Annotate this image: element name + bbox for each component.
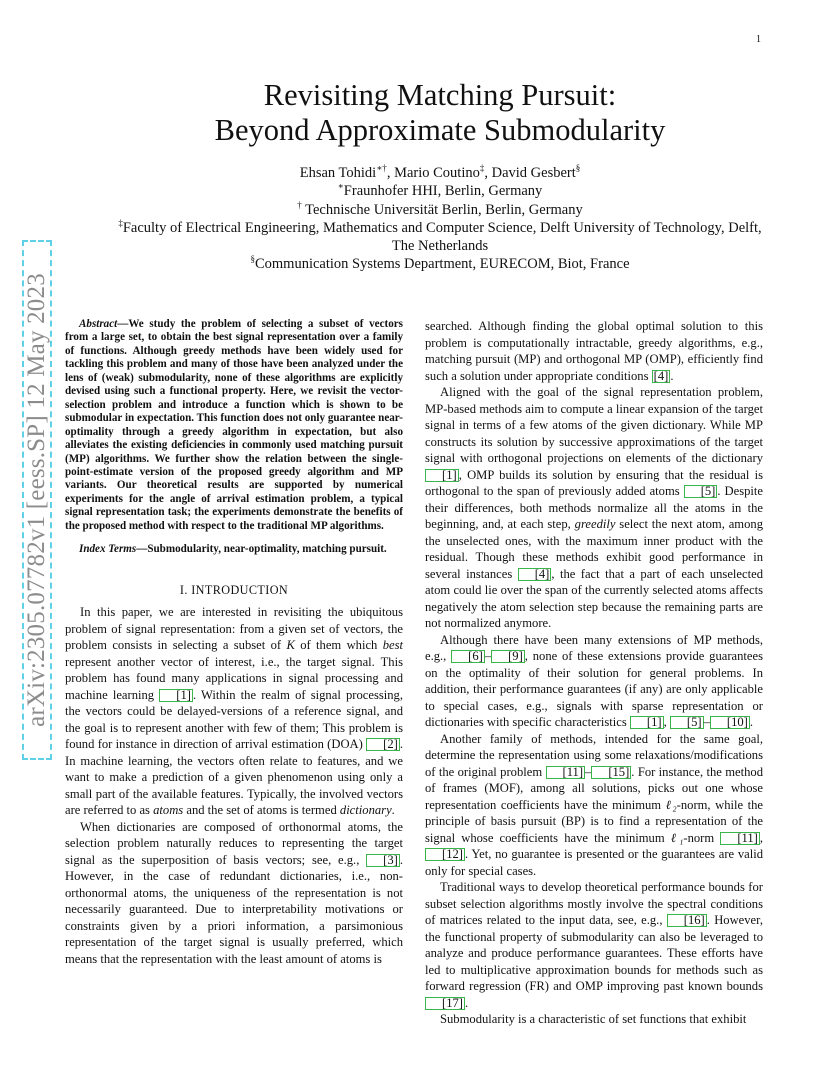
math-K: K (286, 638, 295, 653)
citation-link[interactable]: [4] (653, 368, 669, 383)
abstract (65, 318, 403, 533)
author-names: Ehsan Tohidi∗†, Mario Coutino‡, David Gesbert§ (299, 163, 581, 181)
citation-link[interactable]: [11] (720, 832, 760, 845)
affiliation-mark: ∗ (337, 181, 344, 192)
citation-link[interactable]: [17] (425, 997, 465, 1010)
affiliation-mark: ‡ (118, 218, 123, 229)
citation-link[interactable]: [10] (710, 716, 750, 729)
citation-link[interactable]: [9] (491, 650, 525, 663)
citation-link[interactable]: [5] (670, 716, 704, 729)
citation-link[interactable]: [1] (425, 469, 459, 482)
affiliation-text: Fraunhofer HHI, Berlin, Germany (343, 183, 543, 200)
paragraph: Another family of methods, intended for the same goal, determine the representation using some relaxations/modifications of the original problem [11] – [15] . For instance, the method of frames (MOF), among all solutions, picks out one whose representation coefficients have the minimum ℓ₂-norm, while the principle of basis pursuit (BP) is to find a representation of the signal whose coefficients have the minimum ℓ₁-norm [11] , [12] . Yet, no guarantee is presented or the guarantees are valid only for special cases. (425, 731, 764, 878)
citation-link[interactable]: [1] (630, 716, 664, 729)
abstract-label: Abstract (79, 318, 118, 330)
paragraph: Submodularity is a characteristic of set functions that exhibit (440, 1012, 747, 1026)
paper-title-line-2: Beyond Approximate Submodularity (214, 113, 666, 147)
index-terms-text: —Submodularity, near-optimality, matching pursuit. (136, 543, 387, 556)
citation-link[interactable]: [5] (684, 485, 718, 498)
affiliation-mark: § (250, 254, 255, 265)
paragraph: When dictionaries are composed of orthonormal atoms, the selection problem naturally reduces to representing the target signal as the superposition of basis vectors; see, e.g., [3] . However, in the case of redundant dictionaries, i.e., non-orthonormal atoms, the uniqueness of the representation is not necessarily guaranteed. Due to interpretability motivations or constraints given by a priori information, a parsimonious representation of the target signal is usually preferred, which means that the representation with the least amount of atoms is (65, 819, 403, 966)
affiliation (60, 255, 820, 273)
author-mark: ∗† (376, 163, 387, 174)
affiliation (60, 237, 820, 255)
citation-link[interactable]: [6] (451, 650, 485, 663)
citation-link[interactable]: [12] (425, 848, 465, 861)
affiliation (60, 219, 820, 237)
author-block (60, 164, 820, 274)
citation-link[interactable]: [3] (366, 854, 400, 867)
paragraph: Although there have been many extensions of MP methods, e.g., [6] – [9] , none of these extensions provide guarantees on the optimality of their solution for general problems. In addition, their performance guarantees (if any) are only applicable to special cases, e.g., signals with sparse representation or dictionaries with specific characteristics [1] , [5] – [10] . (425, 632, 763, 729)
affiliation-text: Technische Universität Berlin, Berlin, Germany (301, 201, 583, 218)
paragraph: Aligned with the goal of the signal representation problem, MP-based methods aim to compute a linear expansion of the target signal in terms of a few atoms of the given dictionary. While MP constructs its solution by successive approximations of the target signal with orthogonal projections on elements of the dictionary [1] , OMP builds its solution by ensuring that the residual is orthogonal to the span of previously added atoms [5] . Despite their differences, both methods normalize all the atoms in the beginning, and, at each step, greedily select the next atom, among the unselected ones, with the maximum inner product with the residual. Though these methods exhibit good performance in several instances [4] , the fact that a part of each unselected atom could lie over the span of the currently selected atoms affects negatively the atom selection step because the remaining parts are not normalized anymore. (425, 385, 763, 630)
index-terms-label: Index Terms (79, 543, 137, 556)
citation-link[interactable]: [2] (366, 738, 400, 751)
affiliation (60, 201, 820, 219)
author-name: Ehsan Tohidi (299, 165, 377, 181)
math-l2: ℓ₂ (665, 797, 677, 812)
citation-link[interactable]: [16] (667, 914, 707, 927)
citation-link[interactable]: [4] (518, 568, 552, 581)
paragraph: In this paper, we are interested in revisiting the ubiquitous problem of signal representation: from a given set of vectors, the problem consists in selecting a subset of K of them which best represent another vector of interest, i.e., the target signal. This problem has found many applications in signal processing and machine learning [1] . Within the realm of signal processing, the vectors could be delayed-versions of a reference signal, and the goal is to represent another with few of them; This problem is found for instance in direction of arrival estimation (DOA) [2] . In machine learning, the vectors often relate to features, and we want to make a prediction of a given phenomenon using only a small part of the available features. Typically, the involved vectors are referred to as atoms and the set of atoms is termed dictionary. (65, 605, 404, 818)
paragraph: Traditional ways to develop theoretical performance bounds for subset selection algorithms mostly involve the spectral conditions of matrices related to the input data, see, e.g., [16] . However, the functional property of submodularity can also be leveraged to analyze and produce performance guarantees. These efforts have led to multiplicative approximation bounds for methods such as forward regression (FR) and OMP improving past known bounds [17] . (425, 880, 763, 1010)
citation-link[interactable]: [1] (159, 689, 193, 702)
page-number: 1 (756, 34, 761, 45)
left-column (65, 318, 403, 967)
author-mark: ‡ (479, 163, 485, 174)
citation-link[interactable]: [15] (591, 766, 631, 779)
author-name: Mario Coutino (394, 165, 480, 181)
paper-title-line-1: Revisiting Matching Pursuit: (263, 78, 617, 112)
author-mark: § (575, 163, 581, 174)
arxiv-stamp-text: arXiv:2305.07782v1 [eess.SP] 12 May 2023 (23, 273, 50, 727)
author-name: David Gesbert (491, 165, 576, 181)
affiliation-text: The Netherlands (391, 238, 489, 255)
affiliation (60, 182, 820, 200)
arxiv-stamp[interactable] (20, 240, 54, 760)
affiliation-text: Communication Systems Department, EURECOM, Biot, France (254, 256, 630, 273)
abstract-text: —We study the problem of selecting a subset of vectors from a large set, to obtain the best signal representation over a family of functions. Although greedy methods have been widely used for tackling this problem and many of those have been analyzed under the lens of (weak) submodularity, none of these algorithms are explicitly devised using such a functional property. Here, we revisit the vector-selection problem and introduce a function which is shown to be submodular in expectation. This function does not only guarantee near-optimality through a greedy algorithm in expectation, but also alleviates the existing deficiencies in commonly used matching pursuit (MP) algorithms. We further show the relation between the single-point-estimate version of the proposed greedy algorithm and MP variants. Our theoretical results are supported by numerical experiments for the angle of arrival estimation problem, a typical signal representation task; the experiments demonstrate the benefits of the proposed method with respect to the traditional MP algorithms. (65, 318, 403, 532)
math-l1: ℓ₁ (670, 830, 684, 845)
section-heading: I. INTRODUCTION (179, 582, 289, 597)
right-column (425, 318, 763, 1028)
affiliation-text: Faculty of Electrical Engineering, Mathematics and Computer Science, Delft University of Technology, Delft, (122, 219, 762, 236)
title-block (60, 78, 820, 274)
paragraph: searched. Although finding the global optimal solution to this problem is computationally intractable, greedy algorithms, e.g., matching pursuit (MP) and orthogonal MP (OMP), efficiently find such a solution under appropriate conditions [4] . (425, 319, 763, 383)
affiliation-mark: † (297, 199, 302, 210)
citation-link[interactable]: [11] (546, 766, 586, 779)
index-terms (65, 543, 403, 556)
